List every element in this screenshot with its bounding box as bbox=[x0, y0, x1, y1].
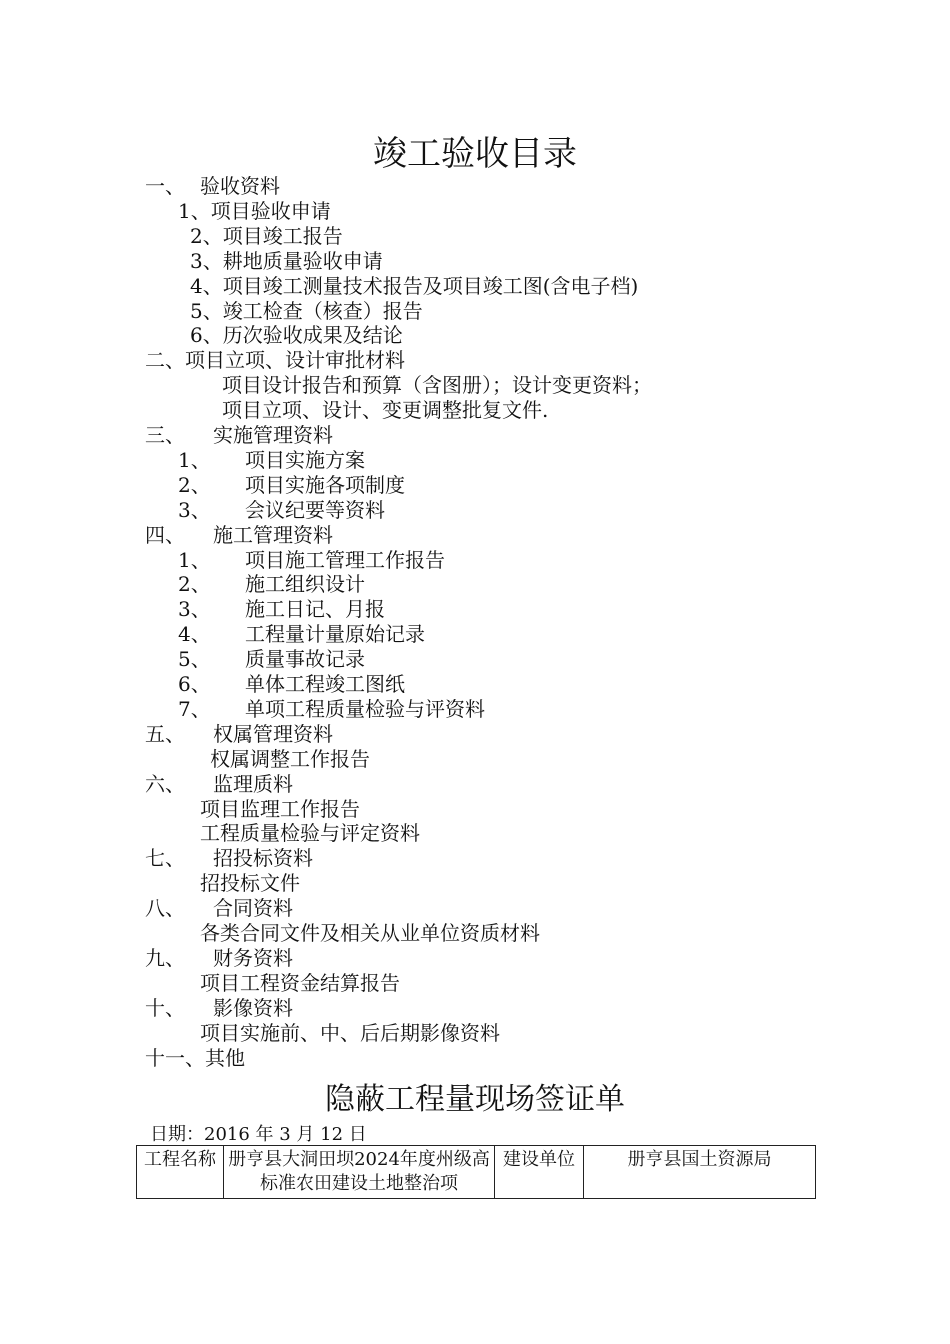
toc-text: 招投标资料 bbox=[213, 846, 313, 871]
toc-text: 项目设计报告和预算（含图册）；设计变更资料； bbox=[222, 373, 652, 398]
toc-text: 十一、其他 bbox=[145, 1045, 245, 1070]
toc-line bbox=[178, 672, 405, 697]
toc-text: 财务资料 bbox=[213, 945, 293, 970]
toc-line bbox=[178, 647, 365, 672]
toc-number: 5、 bbox=[178, 647, 211, 672]
toc-line bbox=[145, 722, 333, 747]
toc-text: 3、耕地质量验收申请 bbox=[190, 248, 383, 273]
page-title: 竣工验收目录 bbox=[373, 134, 577, 174]
toc-number: 十、 bbox=[145, 995, 185, 1020]
toc-number: 3、 bbox=[178, 497, 211, 522]
toc-text: 单项工程质量检验与评资料 bbox=[245, 696, 485, 721]
table-row bbox=[137, 1146, 816, 1199]
section-title: 隐蔽工程量现场签证单 bbox=[325, 1082, 625, 1117]
toc-line bbox=[145, 946, 293, 971]
toc-number: 三、 bbox=[145, 423, 185, 447]
toc-text: 合同资料 bbox=[213, 896, 293, 921]
toc-number: 4、 bbox=[178, 622, 211, 647]
toc-number: 一、 bbox=[145, 174, 185, 198]
toc-line bbox=[145, 423, 333, 448]
toc-text: 项目实施前、中、后后期影像资料 bbox=[200, 1020, 500, 1045]
toc-text: 监理质料 bbox=[213, 771, 293, 796]
toc-line bbox=[200, 821, 420, 846]
builder-label: 建设单位 bbox=[495, 1146, 584, 1199]
toc-text: 权属管理资料 bbox=[213, 721, 333, 746]
toc-text: 1、项目验收申请 bbox=[178, 198, 331, 223]
toc-number: 九、 bbox=[145, 945, 185, 970]
toc-text: 项目立项、设计、变更调整批复文件. bbox=[222, 398, 549, 423]
toc-line bbox=[200, 871, 300, 896]
toc-line bbox=[178, 498, 385, 523]
toc-text: 施工管理资料 bbox=[213, 522, 333, 547]
toc-line bbox=[178, 199, 331, 224]
toc-number: 3、 bbox=[178, 597, 211, 622]
toc-text: 施工组织设计 bbox=[245, 572, 365, 597]
toc-line bbox=[190, 249, 383, 274]
toc-line bbox=[145, 896, 293, 921]
toc-text: 工程量计量原始记录 bbox=[245, 622, 425, 647]
toc-number: 1、 bbox=[178, 447, 211, 472]
toc-number: 四、 bbox=[145, 522, 185, 547]
toc-line bbox=[200, 971, 400, 996]
toc-line bbox=[200, 797, 360, 822]
toc-number: 6、 bbox=[178, 672, 211, 696]
project-name-label: 工程名称 bbox=[137, 1146, 224, 1199]
toc-number: 五、 bbox=[145, 721, 185, 746]
toc-number: 7、 bbox=[178, 696, 211, 721]
toc-line bbox=[190, 224, 343, 249]
toc-text: 施工日记、月报 bbox=[245, 597, 385, 622]
toc-line bbox=[145, 174, 280, 199]
toc-text: 单体工程竣工图纸 bbox=[245, 672, 405, 696]
toc-line bbox=[200, 1021, 500, 1046]
toc-line bbox=[145, 523, 333, 548]
toc-text: 2、项目竣工报告 bbox=[190, 223, 343, 248]
toc-line bbox=[178, 473, 405, 498]
project-name-value: 册亨县大洞田坝2024年度州级高标准农田建设土地整治项 bbox=[224, 1146, 495, 1199]
toc-text: 各类合同文件及相关从业单位资质材料 bbox=[200, 921, 540, 945]
toc-number: 1、 bbox=[178, 547, 211, 572]
toc-line bbox=[145, 1046, 245, 1071]
builder-value: 册亨县国土资源局 bbox=[584, 1146, 816, 1199]
toc-text: 验收资料 bbox=[200, 174, 280, 198]
toc-line bbox=[145, 996, 293, 1021]
toc-line bbox=[190, 323, 403, 348]
toc-line bbox=[145, 772, 293, 797]
toc-text: 项目实施各项制度 bbox=[245, 472, 405, 497]
info-table bbox=[136, 1145, 816, 1199]
toc-line bbox=[145, 846, 313, 871]
toc-line bbox=[222, 398, 548, 423]
toc-text: 会议纪要等资料 bbox=[245, 497, 385, 522]
date-line: 日期：2016 年 3 月 12 日 bbox=[150, 1124, 367, 1145]
toc-number: 2、 bbox=[178, 572, 211, 597]
toc-text: 4、项目竣工测量技术报告及项目竣工图(含电子档) bbox=[190, 273, 639, 298]
toc-text: 质量事故记录 bbox=[245, 647, 365, 672]
toc-number: 六、 bbox=[145, 771, 185, 796]
toc-text: 影像资料 bbox=[213, 995, 293, 1020]
toc-text: 工程质量检验与评定资料 bbox=[200, 821, 420, 846]
toc-line bbox=[178, 622, 425, 647]
toc-line bbox=[178, 448, 365, 473]
toc-text: 6、历次验收成果及结论 bbox=[190, 323, 403, 348]
toc-line bbox=[178, 697, 485, 722]
toc-text: 权属调整工作报告 bbox=[210, 746, 370, 771]
toc-text: 项目施工管理工作报告 bbox=[245, 547, 445, 572]
toc-line bbox=[145, 348, 405, 373]
toc-line bbox=[200, 921, 540, 946]
toc-number: 八、 bbox=[145, 896, 185, 921]
toc-text: 二、项目立项、设计审批材料 bbox=[145, 348, 405, 373]
toc-line bbox=[190, 299, 423, 324]
toc-line bbox=[190, 274, 638, 299]
toc-text: 招投标文件 bbox=[200, 871, 300, 896]
toc-line bbox=[222, 373, 652, 398]
toc-text: 5、竣工检查（核查）报告 bbox=[190, 298, 423, 323]
toc-text: 项目实施方案 bbox=[245, 447, 365, 472]
toc-line bbox=[210, 747, 370, 772]
toc-line bbox=[178, 572, 365, 597]
toc-number: 七、 bbox=[145, 846, 185, 871]
toc-text: 实施管理资料 bbox=[213, 423, 333, 447]
toc-text: 项目监理工作报告 bbox=[200, 796, 360, 821]
toc-text: 项目工程资金结算报告 bbox=[200, 970, 400, 995]
toc-number: 2、 bbox=[178, 472, 211, 497]
toc-line bbox=[178, 597, 385, 622]
toc-line bbox=[178, 548, 445, 573]
